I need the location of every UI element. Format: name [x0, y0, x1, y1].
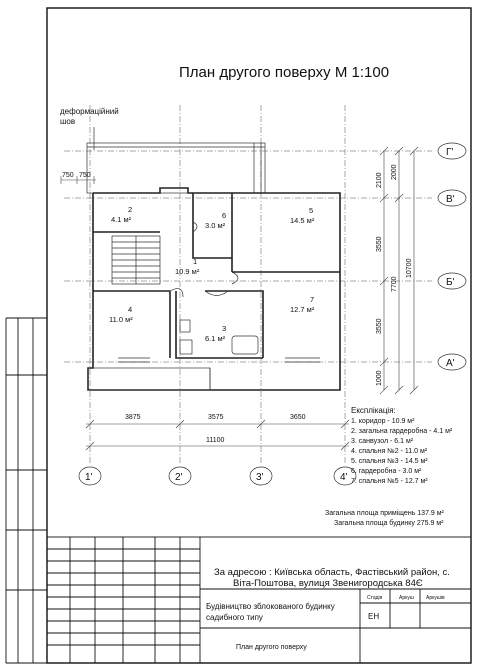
axis-3: 3': [256, 472, 264, 483]
stamp-col-sheets: Аркушів: [426, 595, 445, 601]
room-1-num: 1: [193, 257, 198, 266]
annotation-line-2: шов: [60, 117, 76, 126]
annotation-line-1: деформаційний: [60, 107, 119, 116]
axis-4: 4': [340, 472, 348, 483]
room-5-num: 5: [309, 206, 314, 215]
axis-v: В': [446, 194, 455, 205]
room-4-area: 11.0 м²: [109, 315, 133, 324]
explication: [351, 406, 453, 485]
room-2-area: 4.1 м²: [111, 215, 132, 224]
axis-markers-vertical: [79, 467, 356, 485]
axis-markers-horizontal: [438, 143, 466, 370]
dim-2100: 2100: [376, 172, 383, 188]
dim-3650: 3650: [290, 414, 306, 421]
room-4-num: 4: [128, 305, 133, 314]
dim-top-left: [61, 172, 96, 184]
explication-item-6: 6. гардеробна - 3.0 м²: [351, 468, 422, 475]
explication-item-4: 4. спальня №2 - 11.0 м²: [351, 448, 428, 455]
explication-title: Експлікація:: [351, 406, 396, 415]
left-margin-table: [6, 318, 47, 663]
room-7-num: 7: [310, 295, 315, 304]
room-3-area: 6.1 м²: [205, 334, 226, 343]
area-total: Загальна площа будинку 275.9 м²: [334, 520, 444, 527]
dim-1000: 1000: [376, 370, 383, 386]
room-labels: [109, 205, 315, 343]
room-5-area: 14.5 м²: [290, 216, 315, 225]
dim-11100: 11100: [206, 437, 225, 444]
explication-item-7: 7. спальня №5 - 12.7 м²: [351, 478, 428, 485]
dim-3550-a: 3550: [376, 236, 383, 252]
dim-3575: 3575: [208, 414, 224, 421]
dim-2000: 2000: [391, 164, 398, 180]
axis-2: 2': [175, 472, 183, 483]
area-useful: Загальна площа приміщень 137.9 м²: [325, 510, 444, 517]
axis-a: А': [446, 358, 455, 369]
room-3-num: 3: [222, 324, 227, 333]
dim-3875: 3875: [125, 414, 141, 421]
dim-3550-b: 3550: [376, 318, 383, 334]
stamp-stage-value: ЕН: [368, 612, 380, 621]
dim-750-a: 750: [62, 172, 74, 179]
upper-outline: [87, 143, 265, 193]
room-2-num: 2: [128, 205, 133, 214]
stamp-project-line-1: Будівництво зблокованого будинку: [206, 602, 335, 611]
explication-item-1: 1. коридор - 10.9 м²: [351, 418, 415, 425]
stamp-address-line-1: За адресою : Київська область, Фастівський район, с.: [214, 567, 450, 578]
dims-right: [376, 147, 418, 394]
axis-1: 1': [85, 472, 93, 483]
axis-b: Б': [446, 277, 455, 288]
room-7-area: 12.7 м²: [290, 305, 315, 314]
dim-750-b: 750: [79, 172, 91, 179]
axis-g: Г': [446, 147, 454, 158]
drawing-title: План другого поверху М 1:100: [179, 64, 390, 81]
room-1-area: 10.9 м²: [175, 267, 200, 276]
explication-item-2: 2. загальна гардеробна - 4.1 м²: [351, 428, 453, 435]
stamp-col-stage: Стадія: [367, 595, 383, 601]
stamp-project-line-2: садибного типу: [206, 613, 263, 622]
dim-10700: 10700: [406, 258, 413, 278]
stamp-col-sheet: Аркуш: [399, 595, 414, 601]
stamp-address-line-2: Віта-Поштова, вулиця Звенигородська 84Є: [233, 578, 423, 589]
dim-7700: 7700: [391, 276, 398, 292]
stamp-sheet-name: План другого поверху: [236, 644, 307, 651]
explication-item-3: 3. санвузол - 6.1 м²: [351, 438, 414, 445]
dims-bottom: [86, 414, 349, 450]
explication-item-5: 5. спальня №3 - 14.5 м²: [351, 458, 428, 465]
room-6-num: 6: [222, 211, 227, 220]
room-6-area: 3.0 м²: [205, 221, 226, 230]
